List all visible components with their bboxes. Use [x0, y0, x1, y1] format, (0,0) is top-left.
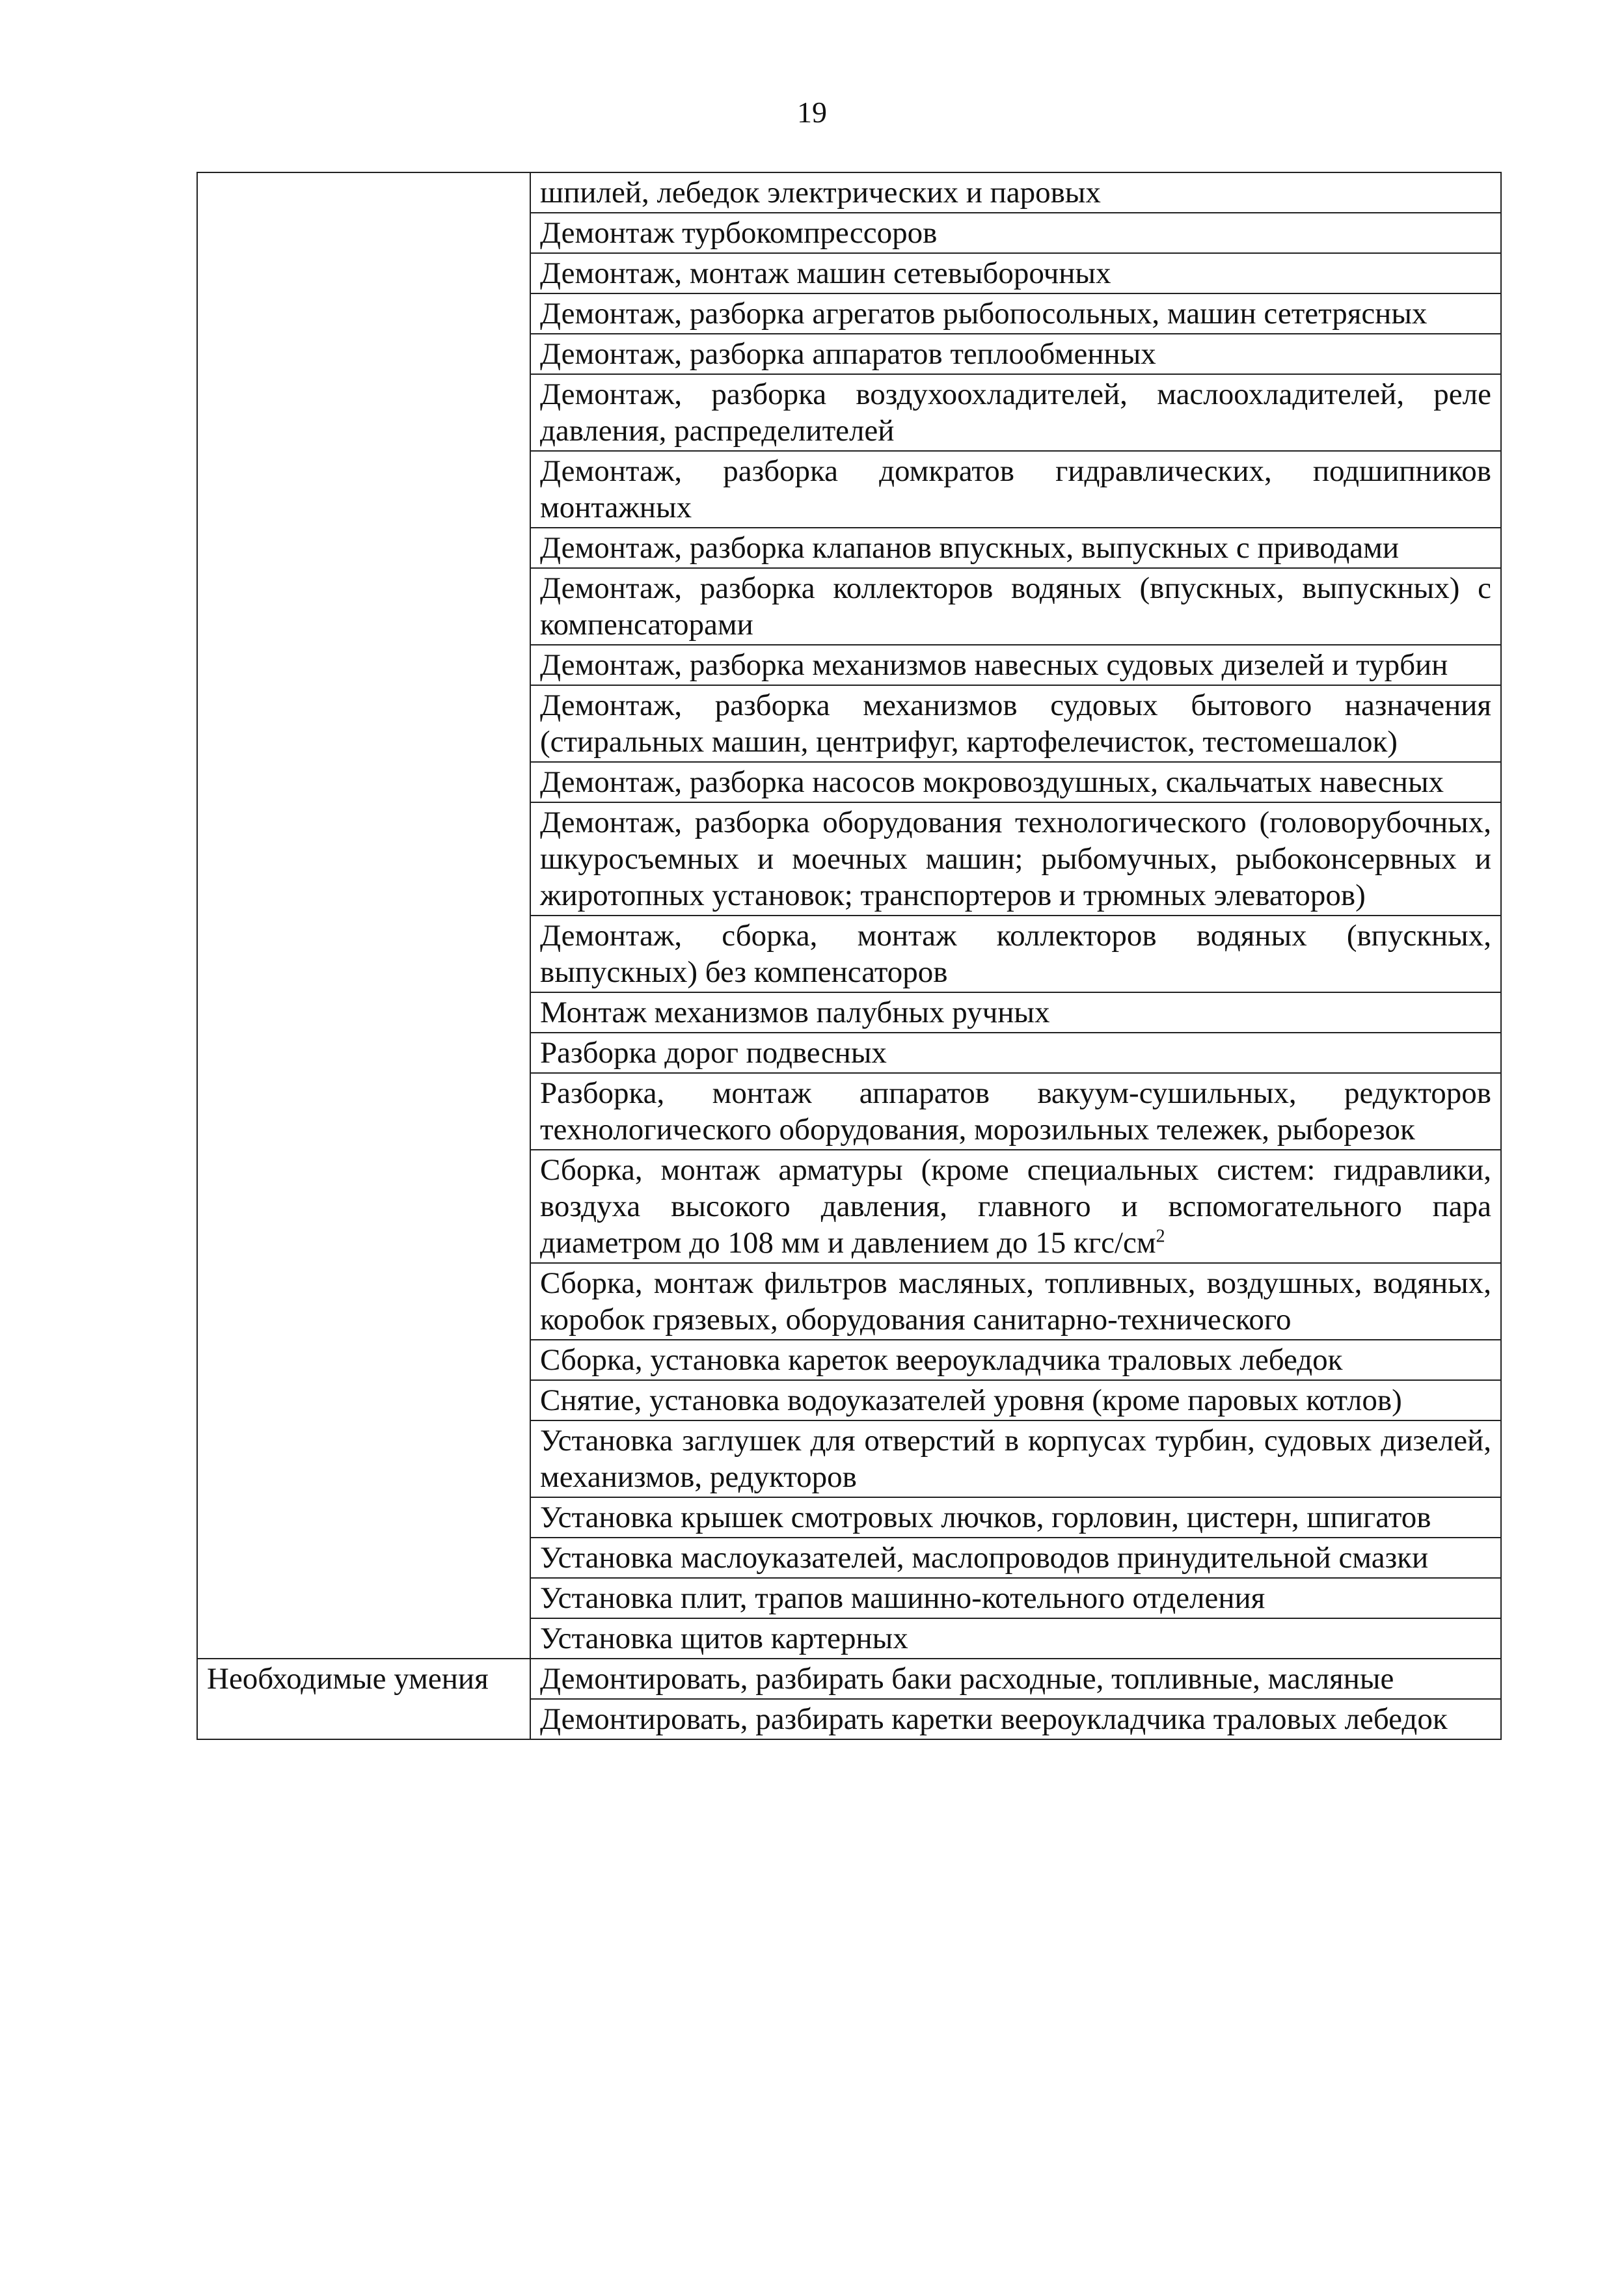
skills-label: Необходимые умения	[197, 1659, 530, 1739]
table-cell: Демонтаж, сборка, монтаж коллекторов водяных (впускных, выпускных) без компенсаторов	[530, 916, 1501, 992]
table-cell: Демонтаж, монтаж машин сетевыборочных	[530, 253, 1501, 293]
table-cell: Установка щитов картерных	[530, 1618, 1501, 1659]
table-cell: Установка маслоуказателей, маслопроводов принудительной смазки	[530, 1538, 1501, 1578]
table-cell: Разборка, монтаж аппаратов вакуум-сушильных, редукторов технологического оборудования, морозильных тележек, рыборезок	[530, 1073, 1501, 1150]
table-cell: Разборка дорог подвесных	[530, 1033, 1501, 1073]
table-cell: Демонтаж, разборка клапанов впускных, выпускных с приводами	[530, 528, 1501, 568]
table-cell: Установка плит, трапов машинно-котельного отделения	[530, 1578, 1501, 1618]
table-cell: Монтаж механизмов палубных ручных	[530, 992, 1501, 1033]
table-cell: Демонтаж, разборка воздухоохладителей, маслоохладителей, реле давления, распределителей	[530, 374, 1501, 451]
cell-text: Сборка, монтаж арматуры (кроме специальных систем: гидравлики, воздуха высокого давления, главного и вспомогательного пара диаметром до 108 мм и давлением до 15 кгс/см	[540, 1153, 1491, 1260]
table-cell: Демонтаж, разборка механизмов судовых бытового назначения (стиральных машин, центрифуг, картофелечисток, тестомешалок)	[530, 685, 1501, 762]
table-cell: Сборка, установка кареток веероукладчика траловых лебедок	[530, 1340, 1501, 1380]
table-cell: Демонтировать, разбирать каретки веероукладчика траловых лебедок	[530, 1699, 1501, 1739]
table-cell: Демонтаж, разборка коллекторов водяных (впускных, выпускных) с компенсаторами	[530, 568, 1501, 645]
table-cell: Демонтаж, разборка насосов мокровоздушных, скальчатых навесных	[530, 762, 1501, 802]
label-cell-continued	[197, 172, 530, 1659]
table-row	[197, 1659, 1501, 1699]
table-cell: Снятие, установка водоуказателей уровня (кроме паровых котлов)	[530, 1380, 1501, 1420]
superscript: 2	[1156, 1226, 1165, 1247]
page-number: 19	[797, 96, 827, 129]
table-cell: Сборка, монтаж фильтров масляных, топливных, воздушных, водяных, коробок грязевых, оборудования санитарно-технического	[530, 1263, 1501, 1340]
table-cell: Демонтаж турбокомпрессоров	[530, 213, 1501, 253]
table-cell: Демонтаж, разборка оборудования технологического (головорубочных, шкуросъемных и моечных машин; рыбомучных, рыбоконсервных и жиротопных установок; транспортеров и трюмных элеваторов)	[530, 802, 1501, 916]
table-cell: Демонтаж, разборка домкратов гидравлических, подшипников монтажных	[530, 451, 1501, 528]
table-cell: Демонтаж, разборка аппаратов теплообменных	[530, 334, 1501, 374]
table-cell: Демонтаж, разборка механизмов навесных судовых дизелей и турбин	[530, 645, 1501, 685]
table-cell: Установка крышек смотровых лючков, горловин, цистерн, шпигатов	[530, 1497, 1501, 1538]
table-cell: шпилей, лебедок электрических и паровых	[530, 172, 1501, 213]
table-cell	[530, 1150, 1501, 1263]
qualification-table	[196, 172, 1502, 1740]
table-cell: Установка заглушек для отверстий в корпусах турбин, судовых дизелей, механизмов, редукторов	[530, 1420, 1501, 1497]
table-row	[197, 172, 1501, 213]
table-cell: Демонтировать, разбирать баки расходные, топливные, масляные	[530, 1659, 1501, 1699]
table-cell: Демонтаж, разборка агрегатов рыбопосольных, машин сететрясных	[530, 293, 1501, 334]
